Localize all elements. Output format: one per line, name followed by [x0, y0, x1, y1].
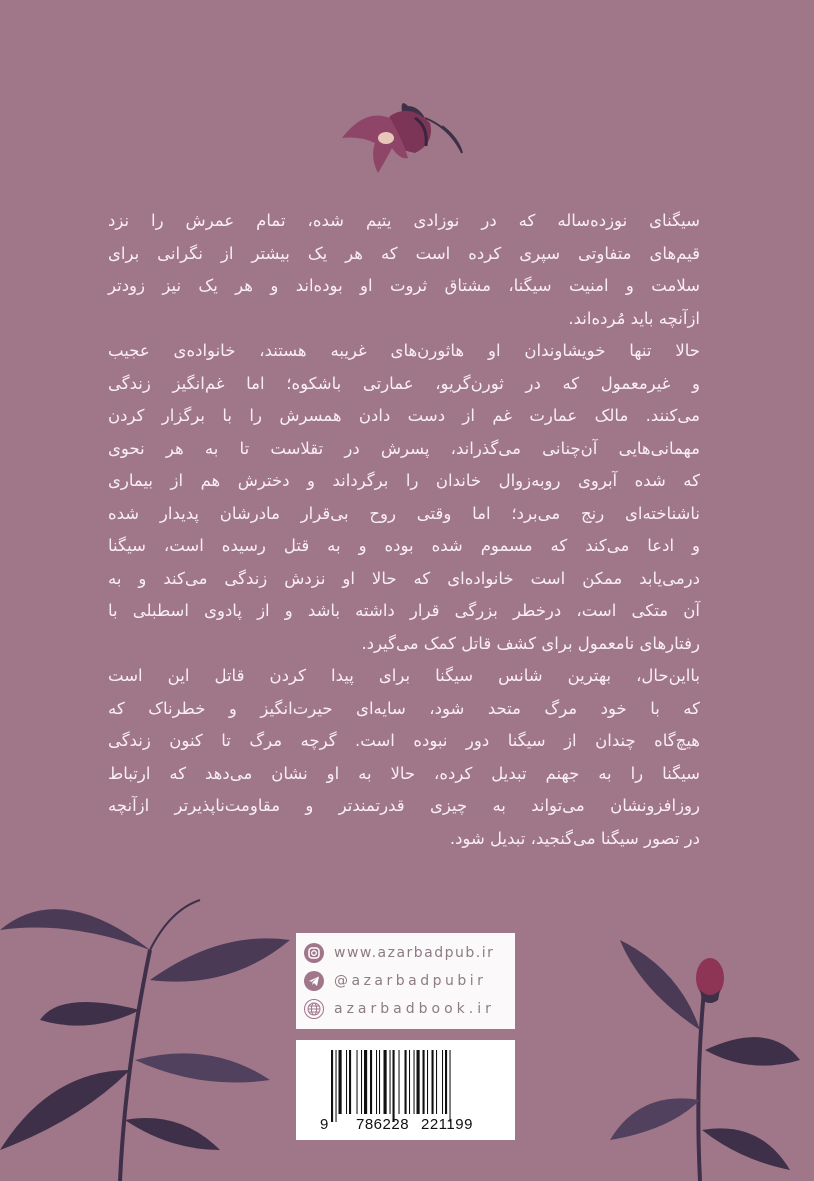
blurb-line: درمی‌یابد ممکن است خانواده‌ای که حالا او نزدش زندگی می‌کند و به: [108, 568, 700, 588]
blurb-line: مهمانی‌هایی آن‌چنانی می‌گذراند، پسرش در تقلاست تا به هر نحوی: [108, 438, 700, 458]
link-text: azarbadbook.ir: [334, 1001, 495, 1017]
barcode-bar: [414, 1050, 415, 1114]
blurb-paragraph-1: [108, 205, 700, 335]
barcode-bar: [436, 1050, 437, 1114]
barcode-bar: [364, 1050, 367, 1114]
barcode-bar: [390, 1050, 391, 1114]
flower-illustration: [330, 98, 470, 178]
publisher-links: [296, 933, 515, 1029]
telegram-icon: [304, 971, 324, 991]
blurb-line: رفتارهای نامعمول برای کشف قاتل کمک می‌گیرد.: [361, 633, 700, 653]
barcode-bar: [357, 1050, 358, 1114]
barcode-bar: [349, 1050, 351, 1114]
blurb-line: روزافزونشان می‌تواند به چیزی قدرتمندتر و مقاومت‌ناپذیرتر ازآنچه: [108, 796, 700, 815]
blurb-line: و غیرمعمول که در ثورن‌گریو، عمارتی باشکوه؛ اما غم‌انگیز زندگی: [108, 373, 700, 393]
blurb-line: و ادعا می‌کند که مسموم شده بوده و به قتل رسیده است، سیگنا: [108, 536, 700, 555]
barcode-bar: [427, 1050, 428, 1114]
blurb-paragraph-3: [108, 660, 700, 855]
blurb-line: ناشناخته‌ای رنج می‌برد؛ اما وقتی روح بی‌قرار مادرشان پدیدار شده: [108, 503, 700, 523]
barcode-digits-right: 221199: [421, 1116, 473, 1133]
barcode-bar: [450, 1050, 451, 1122]
blurb-line: می‌کنند. مالک عمارت غم از دست دادن همسرش را با برگزار کردن: [108, 406, 700, 425]
barcode-bar: [445, 1050, 447, 1114]
barcode-bar: [376, 1050, 377, 1114]
barcode-bar: [417, 1050, 420, 1114]
barcode-bar: [432, 1050, 434, 1114]
barcode-bar: [409, 1050, 410, 1114]
barcode-bars: [331, 1050, 487, 1122]
blurb-line: آن متکی است، درخطر بزرگی قرار داشته باشد و از پادوی اسطبلی با: [108, 601, 700, 620]
telegram-link[interactable]: [304, 967, 507, 995]
barcode-bar: [331, 1050, 333, 1122]
blurb-line: حالا تنها خویشاوندان او هاثورن‌های غریبه هستند، خانواده‌ی عجیب: [108, 341, 700, 360]
blurb-line: در تصور سیگنا می‌گنجید، تبدیل شود.: [449, 828, 700, 848]
blurb-line: هیچ‌گاه چندان از سیگنا دور نبوده است. گرچه مرگ تا کنون زندگی: [108, 731, 700, 750]
blurb-line: قیم‌های متفاوتی سپری کرده است که هر یک بیشتر از نگرانی برای: [108, 243, 700, 263]
globe-icon: [304, 999, 324, 1019]
barcode-bar: [336, 1050, 337, 1122]
barcode-bar: [361, 1050, 362, 1114]
isbn-barcode: [296, 1040, 515, 1140]
blurb-line: سیگنا را به جهنم تبدیل کرده، حالا به او نشان می‌دهد که ارتباط: [108, 763, 700, 783]
blurb-paragraph-2: [108, 335, 700, 660]
barcode-digit-prefix: 9: [320, 1116, 329, 1133]
instagram-icon: [304, 943, 324, 963]
barcode-bar: [346, 1050, 347, 1114]
blurb-line: که با خود مرگ متحد شود، سایه‌ای حیرت‌انگیز و خطرناک که: [108, 698, 700, 718]
book-blurb: [108, 205, 700, 855]
barcode-bar: [384, 1050, 387, 1114]
barcode-bar: [393, 1050, 395, 1122]
barcode-bar: [339, 1050, 342, 1114]
barcode-bar: [399, 1050, 400, 1114]
blurb-line: بااین‌حال، بهترین شانس سیگنا برای پیدا کردن قاتل این است: [108, 666, 700, 685]
plant-illustration-left: [0, 870, 300, 1181]
link-text: www.azarbadpub.ir: [334, 945, 495, 961]
blurb-line: که شده آبروی روبه‌زوال خاندان را برگرداند و دخترش هم از بیماری: [108, 471, 700, 490]
blurb-line: سلامت و امنیت سیگنا، مشتاق ثروت او بوده‌اند و هر یک نیز زودتر: [108, 276, 700, 295]
barcode-bar: [405, 1050, 407, 1114]
blurb-line: ازآنچه باید مُرده‌اند.: [568, 308, 700, 328]
barcode-bar: [442, 1050, 443, 1114]
bookstore-link[interactable]: [304, 995, 507, 1023]
blurb-line: سیگنای نوزده‌ساله که در نوزادی یتیم شده، تمام عمرش را نزد: [108, 211, 700, 230]
plant-illustration-right: [600, 900, 814, 1181]
barcode-bar: [423, 1050, 425, 1114]
barcode-bar: [379, 1050, 380, 1114]
website-link[interactable]: [304, 939, 507, 967]
barcode-bar: [370, 1050, 372, 1114]
barcode-digits-left: 786228: [356, 1116, 410, 1133]
link-text: @azarbadpubir: [334, 973, 487, 989]
